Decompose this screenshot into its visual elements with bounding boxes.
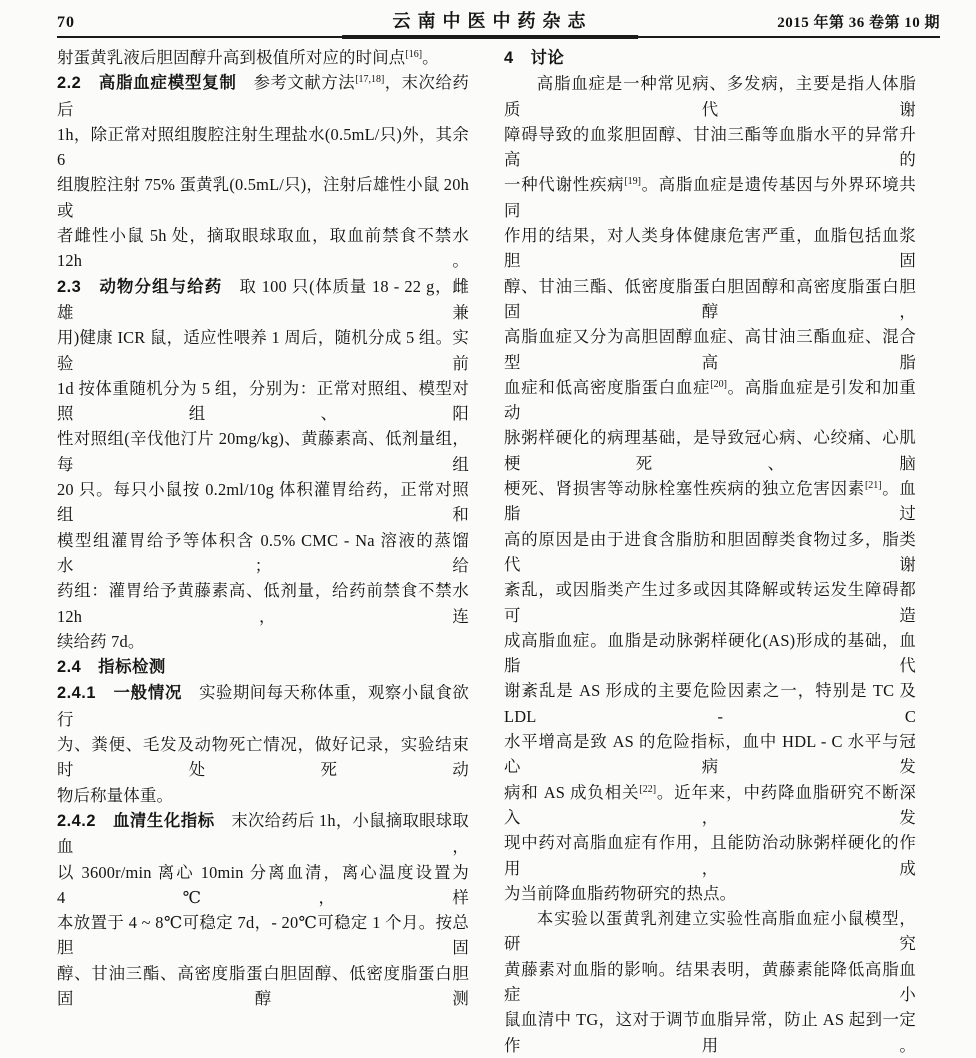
- body-text: 1d 按体重随机分为 5 组，分别为：正常对照组、模型对照组、阳: [57, 378, 469, 424]
- reference-superscript: [16]: [405, 49, 423, 60]
- reference-superscript: [19]: [624, 176, 641, 188]
- body-text: 为、粪便、毛发及动物死亡情况，做好记录，实验结束时处死动: [57, 735, 469, 780]
- journal-title: 云南中医中药杂志: [392, 11, 593, 31]
- text-line: [57, 629, 469, 654]
- body-text: 高脂血症是一种常见病、多发病，主要是指人体脂质代谢: [504, 74, 916, 119]
- body-text: 取 100 只(体质量 18 - 22 g，雌雄兼: [57, 276, 469, 322]
- text-line: [504, 628, 916, 679]
- body-text: 障碍导致的血浆胆固醇、甘油三酯等血脂水平的异常升高的: [504, 124, 916, 170]
- reference-superscript: [22]: [639, 783, 657, 795]
- text-line: [57, 274, 469, 326]
- text-line: [57, 45, 469, 70]
- text-line: [57, 376, 469, 427]
- text-line: [57, 122, 469, 173]
- text-line: [504, 729, 916, 780]
- text-line: [57, 860, 469, 911]
- text-line: [57, 732, 469, 783]
- body-text: 为当前降血脂药物研究的热点。: [504, 883, 737, 903]
- page-number: 70: [57, 14, 75, 31]
- text-line: [57, 783, 469, 808]
- body-text: 血症和低高密度脂蛋白血症: [504, 377, 711, 397]
- reference-superscript: [20]: [710, 378, 727, 390]
- text-line: [504, 274, 916, 325]
- body-text: 醇、甘油三酯、高密度脂蛋白胆固醇、低密度脂蛋白胆固醇测: [57, 963, 469, 1008]
- text-line: [504, 830, 916, 881]
- text-line: [504, 577, 916, 628]
- body-text: 作用的结果，对人类身体健康危害严重，血脂包括血浆胆固: [504, 226, 916, 271]
- text-line: [57, 172, 469, 223]
- text-line: [57, 654, 469, 680]
- body-text: 续给药 7d。: [57, 631, 145, 651]
- text-line: [57, 910, 469, 961]
- body-text: 梗死、肾损害等动脉栓塞性疾病的独立危害因素: [504, 479, 865, 499]
- text-line: [504, 527, 916, 578]
- text-line: [504, 45, 916, 71]
- text-line: [57, 961, 469, 1012]
- section-heading: 2.3 动物分组与给药: [57, 277, 223, 296]
- body-text: 一种代谢性疾病: [504, 175, 625, 195]
- text-line: [504, 172, 916, 223]
- body-text: 。血脂过: [504, 479, 917, 524]
- right-column: [504, 45, 916, 1058]
- text-line: [57, 528, 469, 579]
- body-text: 。高脂血症是引发和加重动: [504, 377, 917, 423]
- body-text: 现中药对高脂血症有作用，且能防治动脉粥样硬化的作用，成: [504, 833, 916, 878]
- text-line: [57, 578, 469, 629]
- body-text: ，末次给药后: [57, 73, 469, 119]
- text-line: [504, 957, 916, 1008]
- page-header: [57, 6, 940, 38]
- text-line: [504, 122, 916, 173]
- text-line: [504, 780, 916, 831]
- text-line: [57, 477, 469, 528]
- body-text: 成高脂血症。血脂是动脉粥样硬化(AS)形成的基础，血脂代: [504, 630, 916, 676]
- body-text: 模型组灌胃给予等体积含 0.5% CMC - Na 溶液的蒸馏水；给: [57, 530, 469, 575]
- body-text: 1h，除正常对照组腹腔注射生理盐水(0.5mL/只)外，其余 6: [57, 124, 469, 170]
- body-text: 者雌性小鼠 5h 处，摘取眼球取血，取血前禁食不禁水 12h。: [57, 226, 469, 271]
- body-text: 水平增高是致 AS 的危险指标，血中 HDL - C 水平与冠心病发: [504, 732, 916, 777]
- text-line: [504, 678, 916, 729]
- body-text: 药组：灌胃给予黄藤素高、低剂量，给药前禁食不禁水 12h，连: [57, 581, 469, 626]
- text-line: [57, 426, 469, 477]
- journal-page: [0, 6, 976, 1055]
- section-heading: 4 讨论: [504, 49, 565, 67]
- body-text: 脉粥样硬化的病理基础，是导致冠心病、心绞痛、心肌梗死、脑: [504, 428, 916, 473]
- body-text: 谢紊乱是 AS 形成的主要危险因素之一，特别是 TC 及 LDL - C: [504, 681, 916, 726]
- text-line: [504, 375, 916, 426]
- body-text: 20 只。每只小鼠按 0.2ml/10g 体积灌胃给药，正常对照组和: [57, 480, 469, 525]
- text-line: [57, 808, 469, 860]
- header-rule: [342, 35, 638, 39]
- body-text: 鼠血清中 TG，这对于调节血脂异常，防止 AS 起到一定作用。: [504, 1010, 916, 1055]
- reference-superscript: [17,18]: [355, 74, 385, 86]
- body-text: 末次给药后 1h，小鼠摘取眼球取血，: [57, 810, 469, 857]
- body-text: 性对照组(辛伐他汀片 20mg/kg)、黄藤素高、低剂量组，每组: [57, 429, 469, 474]
- reference-superscript: [21]: [864, 480, 882, 492]
- text-line: [57, 223, 469, 274]
- body-text: 以 3600r/min 离心 10min 分离血清，离心温度设置为 4℃，样: [57, 862, 469, 907]
- text-line: [504, 906, 916, 957]
- body-text: 病和 AS 成负相关: [504, 782, 640, 802]
- section-heading: 2.4.1 一般情况: [57, 684, 183, 703]
- body-text: 用)健康 ICR 鼠，适应性喂养 1 周后，随机分成 5 组。实验前: [57, 328, 469, 373]
- body-text: 组腹腔注射 75% 蛋黄乳(0.5mL/只)，注射后雄性小鼠 20h 或: [57, 175, 469, 220]
- article-body: [57, 45, 916, 1058]
- text-line: [504, 425, 916, 476]
- text-line: [504, 881, 916, 906]
- body-text: 。高脂血症是遗传基因与外界环境共同: [504, 175, 917, 220]
- text-line: [504, 1007, 916, 1058]
- text-line: [504, 476, 916, 527]
- text-line: [504, 223, 916, 274]
- body-text: 实验期间每天称体重，观察小鼠食欲行: [57, 683, 469, 729]
- body-text: 。近年来，中药降血脂研究不断深入，发: [504, 782, 917, 827]
- body-text: 醇、甘油三酯、低密度脂蛋白胆固醇和高密度脂蛋白胆固醇，: [504, 276, 916, 321]
- body-text: 紊乱，或因脂类产生过多或因其降解或转运发生障碍都可造: [504, 580, 916, 625]
- body-text: 。: [422, 48, 439, 67]
- text-line: [504, 324, 916, 375]
- body-text: 本实验以蛋黄乳剂建立实验性高脂血症小鼠模型，研究: [504, 909, 916, 954]
- body-text: 参考文献方法: [236, 73, 356, 93]
- body-text: 射蛋黄乳液后胆固醇升高到极值所对应的时间点: [57, 48, 406, 67]
- issue-info: 2015 年第 36 卷第 10 期: [777, 15, 940, 31]
- body-text: 黄藤素对血脂的影响。结果表明，黄藤素能降低高脂血症小: [504, 959, 916, 1004]
- section-heading: 2.4 指标检测: [57, 658, 166, 677]
- text-line: [57, 325, 469, 376]
- body-text: 高脂血症又分为高胆固醇血症、高甘油三酯血症、混合型高脂: [504, 327, 916, 372]
- left-column: [57, 45, 469, 1058]
- body-text: 物后称量体重。: [57, 785, 174, 805]
- text-line: [57, 680, 469, 732]
- text-line: [504, 71, 916, 122]
- body-text: 高的原因是由于进食含脂肪和胆固醇类食物过多，脂类代谢: [504, 529, 916, 574]
- section-heading: 2.2 高脂血症模型复制: [57, 74, 237, 93]
- section-heading: 2.4.2 血清生化指标: [57, 811, 215, 830]
- text-line: [57, 70, 469, 122]
- body-text: 本放置于 4 ~ 8℃可稳定 7d，- 20℃可稳定 1 个月。按总胆固: [57, 913, 469, 958]
